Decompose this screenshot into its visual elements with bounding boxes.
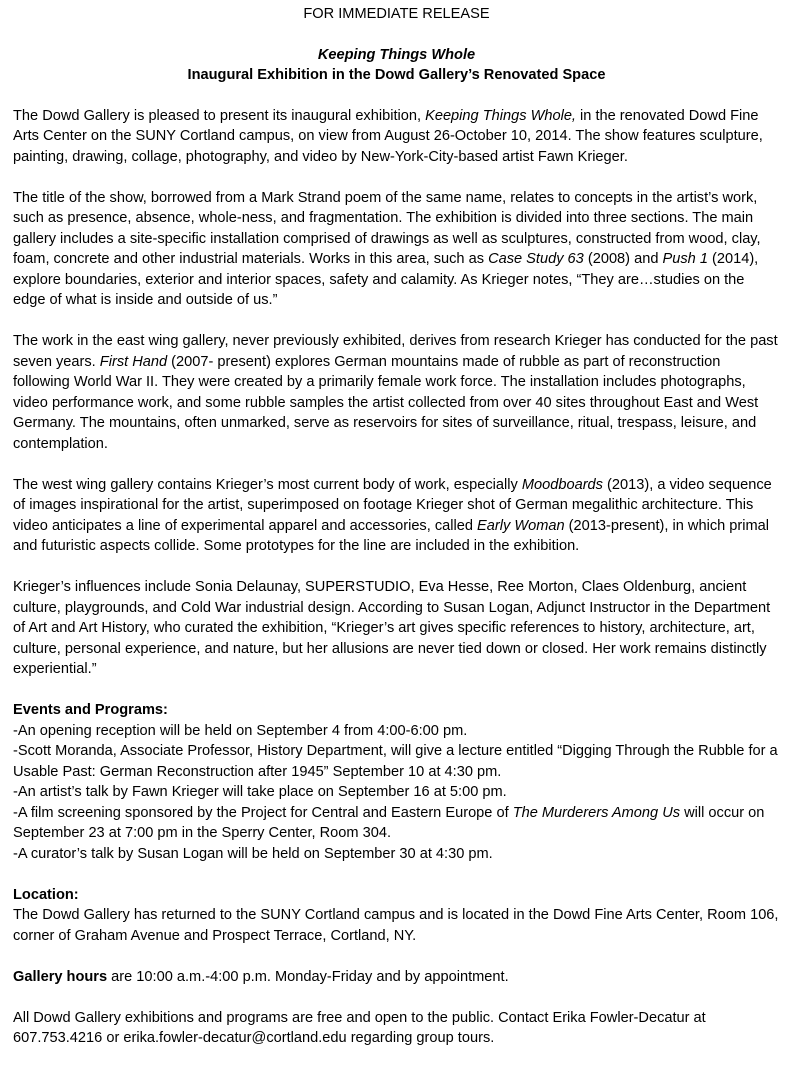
- intro-text-b: in the renovated Dowd Fine Arts Center on the SUNY Cortland campus, on view from August 26-October 10, 2014. The show features sculpture, painting, drawing, collage, photography, and video by New-York-City-based artist Fawn Krieger.: [13, 107, 763, 165]
- intro-text-a: The Dowd Gallery is pleased to present its inaugural exhibition,: [13, 107, 426, 124]
- event-artist-talk: -An artist’s talk by Fawn Krieger will take place on September 16 at 5:00 pm.: [13, 784, 507, 800]
- film-text-b: will occur on September 23 at 7:00 pm in the Sperry Center, Room 304.: [13, 804, 765, 841]
- film-title: The Murderers Among Us: [512, 804, 681, 821]
- location-section: [13, 885, 780, 947]
- exhibition-subtitle: Inaugural Exhibition in the Dowd Gallery’s Renovated Space: [187, 67, 606, 83]
- location-text: The Dowd Gallery has returned to the SUNY Cortland campus and is located in the Dowd Fine Arts Center, Room 106, corner of Graham Avenue and Prospect Terrace, Cortland, NY.: [13, 907, 779, 944]
- event-film-screening: [13, 803, 780, 844]
- contact-paragraph: All Dowd Gallery exhibitions and programs are free and open to the public. Contact Erika Fowler-Decatur at 607.753.4216 or erika.fowler-decatur@cortland.edu regarding group tours.: [13, 1009, 706, 1046]
- west-text-b: (2013), a video sequence of images inspirational for the artist, superimposed on footage Krieger shot of German megalithic architecture. This video anticipates a line of experimental apparel and accessories, called: [13, 476, 772, 534]
- west-wing-paragraph: [13, 475, 780, 557]
- location-heading: Location:: [13, 886, 79, 903]
- title-concept-paragraph: [13, 188, 780, 311]
- work-early-woman: Early Woman: [477, 517, 565, 534]
- work-push-1: Push 1: [662, 251, 708, 267]
- event-curator-talk: -A curator’s talk by Susan Logan will be held on September 30 at 4:30 pm.: [13, 845, 493, 862]
- intro-paragraph: [13, 106, 780, 168]
- release-label: FOR IMMEDIATE RELEASE: [303, 6, 490, 22]
- east-wing-paragraph: [13, 331, 780, 454]
- concept-text-c: (2014), explore boundaries, exterior and interior spaces, safety and calamity. As Krieger notes, “They are…studies on the edge of what is inside and outside of us.”: [13, 251, 759, 308]
- events-section: [13, 700, 780, 864]
- gallery-hours-label: Gallery hours: [13, 968, 108, 985]
- influences-paragraph: Krieger’s influences include Sonia Delaunay, SUPERSTUDIO, Eva Hesse, Ree Morton, Claes Oldenburg, ancient culture, playgrounds, and Cold War industrial design. According to Susan Logan, Adjunct Instructor in the Department of Art and Art History, who curated the exhibition, “Krieger’s art gives specific references to history, architecture, art, culture, personal experience, and nature, but her allusions are never tied down or closed. Her work remains distinctly experiential.”: [13, 579, 771, 677]
- east-text-a: The work in the east wing gallery, never previously exhibited, derives from research Krieger has conducted for the past seven years.: [13, 333, 778, 370]
- west-text-a: The west wing gallery contains Krieger’s most current body of work, especially: [13, 476, 522, 493]
- event-lecture: -Scott Moranda, Associate Professor, History Department, will give a lecture entitled “Digging Through the Rubble for a Usable Past: German Reconstruction after 1945” September 10 at 4:30 pm.: [13, 743, 778, 780]
- concept-text-b: (2008) and: [583, 251, 663, 267]
- gallery-hours-text: are 10:00 a.m.-4:00 p.m. Monday-Friday and by appointment.: [107, 968, 509, 985]
- work-case-study-63: Case Study 63: [488, 251, 584, 267]
- work-first-hand: First Hand: [99, 353, 168, 370]
- concept-text-a: The title of the show, borrowed from a Mark Strand poem of the same name, relates to concepts in the artist’s work, such as presence, absence, whole-ness, and fragmentation. The exhibition is divided into three sections. The main gallery includes a site-specific installation comprised of drawings as well as sculptures, constructed from wood, clay, foam, concrete and other industrial materials. Works in this area, such as: [13, 189, 761, 267]
- film-text-a: -A film screening sponsored by the Project for Central and Eastern Europe of: [13, 804, 513, 821]
- east-text-b: (2007- present) explores German mountains made of rubble as part of reconstruction following World War II. They were created by a primarily female work force. The installation includes photographs, video performance work, and some rubble samples the artist collected from over 40 sites throughout East and West Germany. The mountains, often unmarked, serve as reservoirs for sites of surveillance, ritual, trespass, leisure, and contemplation.: [13, 353, 759, 452]
- event-opening-reception: -An opening reception will be held on September 4 from 4:00-6:00 pm.: [13, 722, 468, 739]
- events-heading: Events and Programs:: [13, 702, 168, 718]
- west-text-c: (2013-present), in which primal and futuristic aspects collide. Some prototypes for the line are included in the exhibition.: [13, 517, 770, 554]
- work-moodboards: Moodboards: [521, 476, 603, 493]
- exhibition-title: Keeping Things Whole: [317, 46, 476, 63]
- gallery-hours: [13, 967, 780, 988]
- intro-title-italic: Keeping Things Whole,: [425, 107, 576, 124]
